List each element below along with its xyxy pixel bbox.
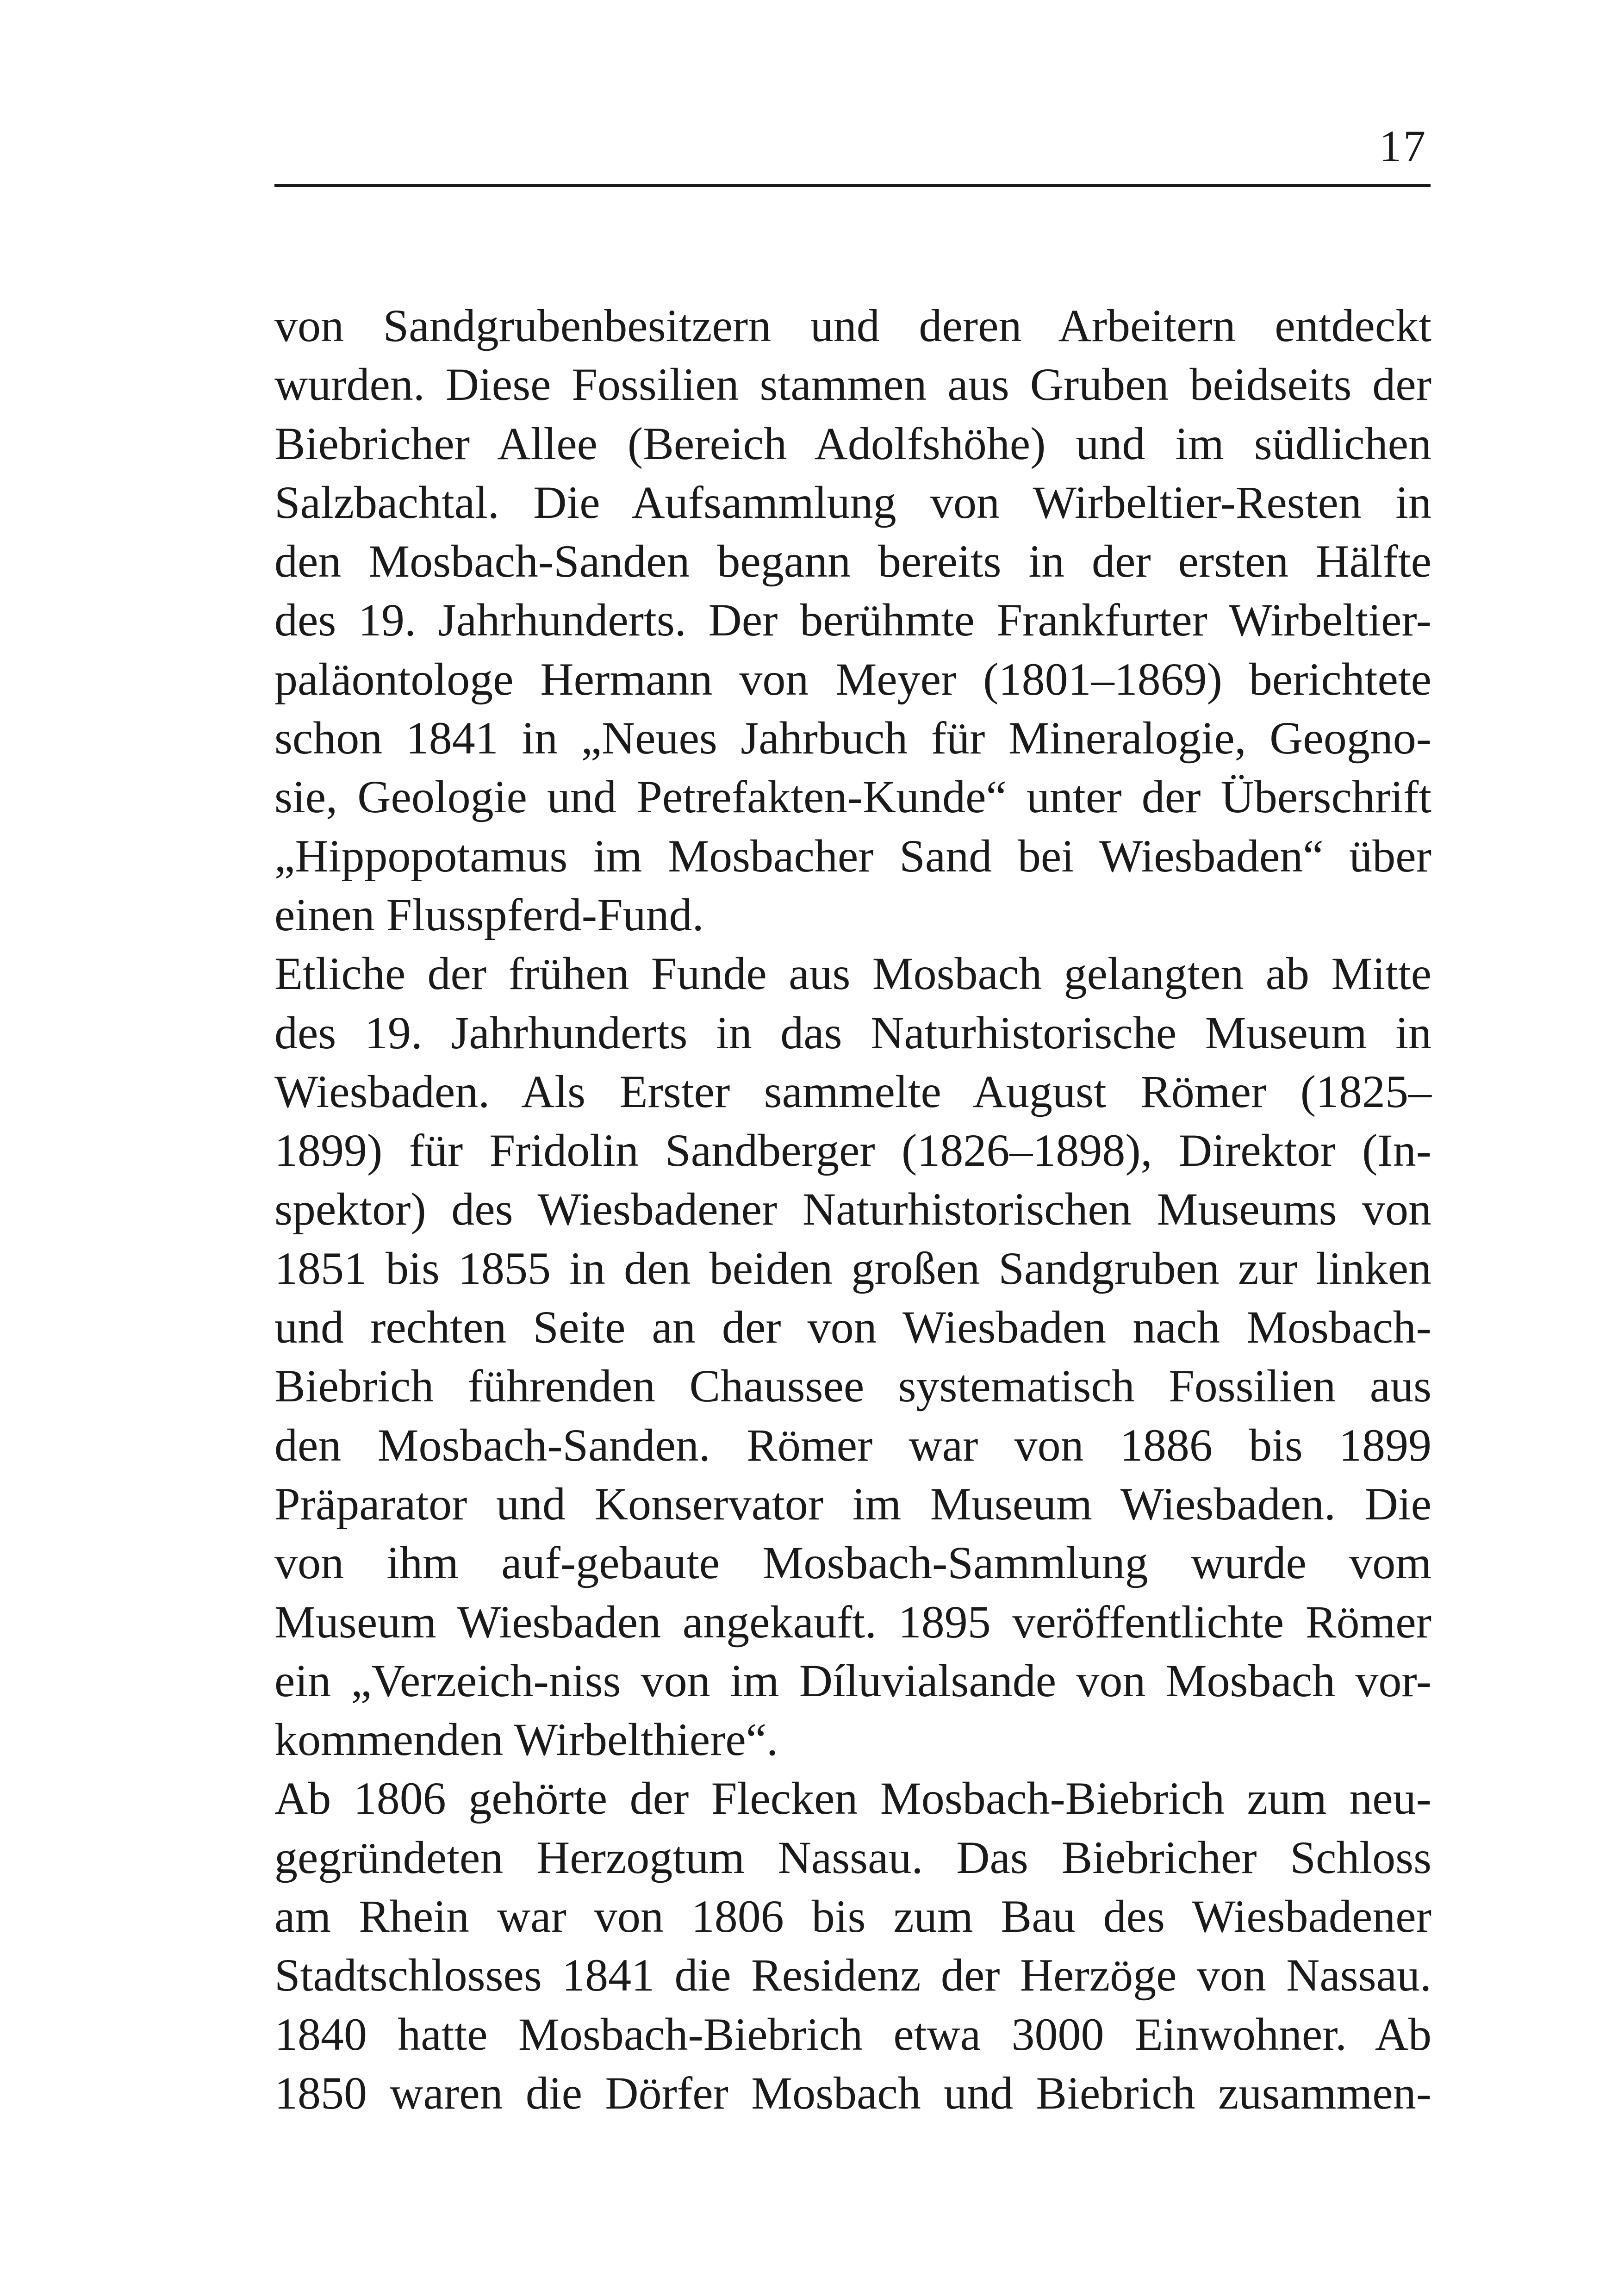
text-line: gegründeten Herzogtum Nassau. Das Biebricher Schloss: [274, 1831, 1431, 1883]
text-line: 1840 hatte Mosbach-Biebrich etwa 3000 Einwohner. Ab: [274, 2008, 1431, 2060]
text-line: des 19. Jahrhunderts in das Naturhistorische Museum in: [274, 1007, 1431, 1058]
text-line: und rechten Seite an der von Wiesbaden nach Mosbach-: [274, 1301, 1431, 1353]
text-line: 1851 bis 1855 in den beiden großen Sandgruben zur linken: [274, 1242, 1431, 1294]
text-line: 1899) für Fridolin Sandberger (1826–1898), Direktor (In-: [274, 1125, 1431, 1176]
text-line: von ihm auf-gebaute Mosbach-Sammlung wurde vom: [274, 1537, 1431, 1589]
header-rule: [274, 184, 1431, 187]
text-line: sie, Geologie und Petrefakten-Kunde“ unter der Überschrift: [274, 771, 1431, 823]
text-line: kommenden Wirbelthiere“.: [274, 1714, 778, 1766]
text-line: Biebrich führenden Chaussee systematisch Fossilien aus: [274, 1360, 1431, 1412]
text-line: Ab 1806 gehörte der Flecken Mosbach-Biebrich zum neu-: [274, 1773, 1431, 1824]
text-line: „Hippopotamus im Mosbacher Sand bei Wiesbaden“ über: [274, 830, 1431, 882]
page-number: 17: [1379, 121, 1427, 171]
text-line: spektor) des Wiesbadener Naturhistorischen Museums von: [274, 1183, 1431, 1235]
text-line: des 19. Jahrhunderts. Der berühmte Frankfurter Wirbeltier-: [274, 594, 1431, 646]
text-line: Wiesbaden. Als Erster sammelte August Römer (1825–: [274, 1065, 1431, 1117]
text-line: Biebricher Allee (Bereich Adolfshöhe) und im südlichen: [274, 417, 1431, 469]
text-line: 1850 waren die Dörfer Mosbach und Biebrich zusammen-: [274, 2067, 1431, 2119]
text-line: den Mosbach-Sanden begann bereits in der ersten Hälfte: [274, 535, 1431, 587]
text-line: Präparator und Konservator im Museum Wiesbaden. Die: [274, 1478, 1431, 1530]
paragraph: [274, 1769, 1431, 2122]
text-line: Stadtschlosses 1841 die Residenz der Herzöge von Nassau.: [274, 1949, 1431, 2001]
text-line: den Mosbach-Sanden. Römer war von 1886 bis 1899: [274, 1419, 1431, 1471]
text-line: schon 1841 in „Neues Jahrbuch für Mineralogie, Geogno-: [274, 712, 1431, 764]
text-line: einen Flusspferd-Fund.: [274, 889, 704, 940]
text-line: Etliche der frühen Funde aus Mosbach gelangten ab Mitte: [274, 948, 1431, 1000]
text-line: Salzbachtal. Die Aufsammlung von Wirbeltier-Resten in: [274, 476, 1431, 528]
text-line: paläontologe Hermann von Meyer (1801–1869) berichtete: [274, 653, 1431, 705]
paragraph: [274, 296, 1431, 944]
text-line: von Sandgrubenbesitzern und deren Arbeitern entdeckt: [274, 300, 1431, 351]
text-line: Museum Wiesbaden angekauft. 1895 veröffentlichte Römer: [274, 1596, 1431, 1648]
text-line: wurden. Diese Fossilien stammen aus Gruben beidseits der: [274, 359, 1431, 411]
text-line: ein „Verzeich-niss von im Díluvialsande von Mosbach vor-: [274, 1655, 1431, 1706]
paragraph: [274, 944, 1431, 1769]
body-text: [274, 296, 1431, 2122]
text-line: am Rhein war von 1806 bis zum Bau des Wiesbadener: [274, 1891, 1431, 1942]
